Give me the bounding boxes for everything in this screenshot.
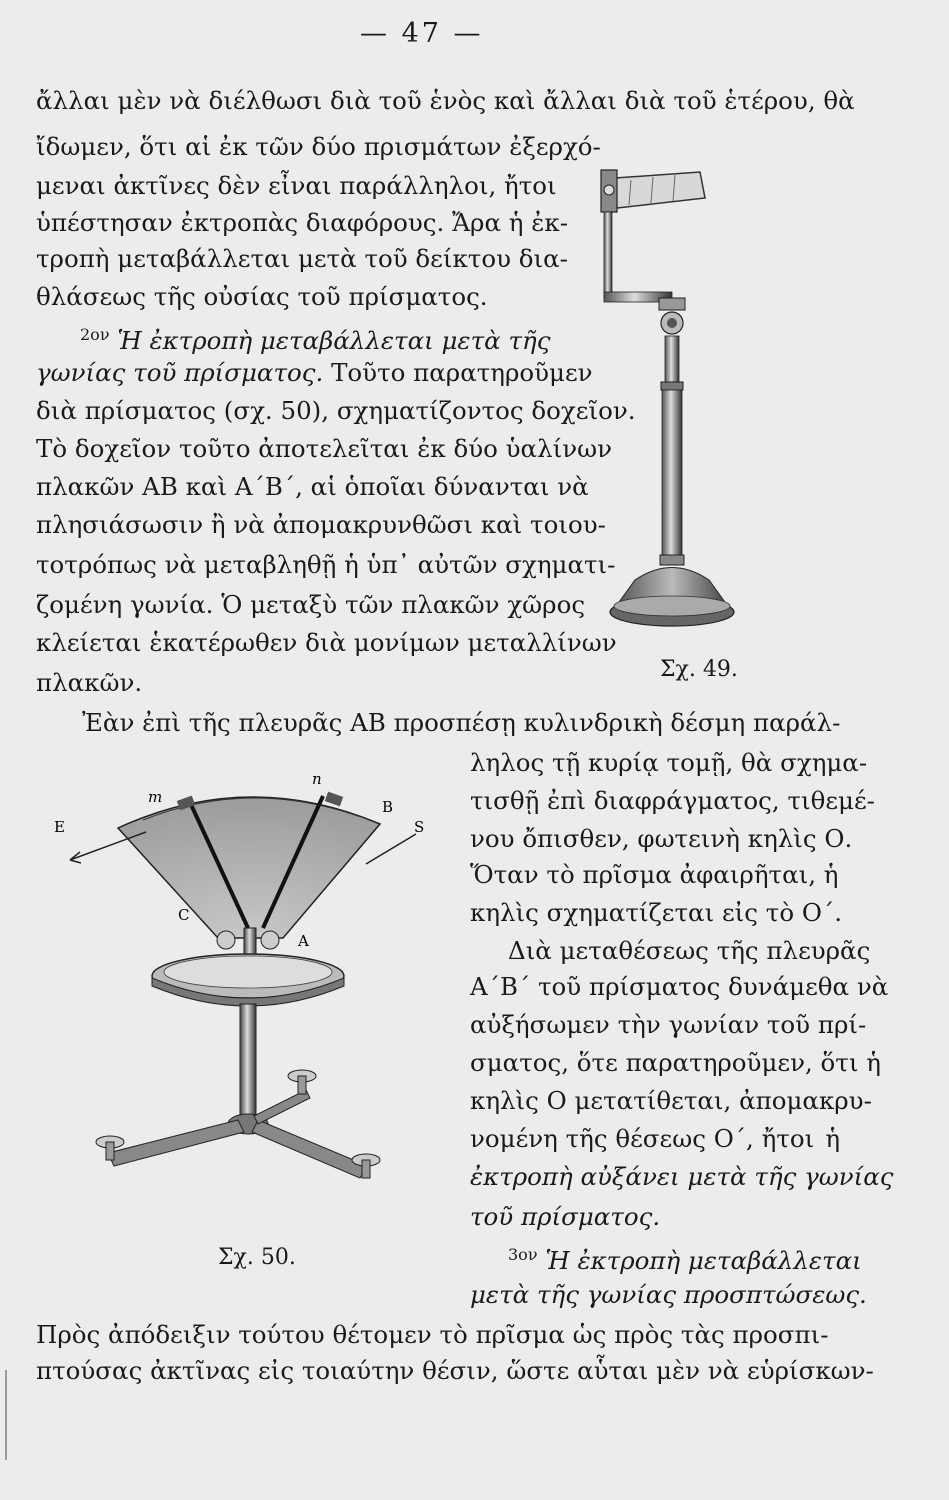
text-line: Α΄Β΄ τοῦ πρίσματος δυνάμεθα νὰ xyxy=(470,972,889,1001)
text-line: κηλὶς σχηματίζεται εἰς τὸ Ο΄. xyxy=(470,898,842,927)
figure-50-adjustable-prism xyxy=(48,768,438,1208)
text-line: θλάσεως τῆς οὐσίας τοῦ πρίσματος. xyxy=(36,282,488,311)
text-line: αὐξήσωμεν τὴν γωνίαν τοῦ πρί- xyxy=(470,1010,867,1039)
section-title: Ἡ ἐκτροπὴ μεταβάλλεται xyxy=(545,1246,862,1276)
text-line xyxy=(470,1124,840,1154)
text-line xyxy=(36,358,593,388)
label-c: C xyxy=(178,906,190,924)
section-number: 3ον xyxy=(508,1245,538,1264)
label-e: E xyxy=(54,818,65,836)
figure-50-caption: Σχ. 50. xyxy=(218,1245,296,1270)
text-line: Πρὸς ἀπόδειξιν τούτου θέτομεν τὸ πρῖσμα ὡς πρὸς τὰς προσπι- xyxy=(36,1320,829,1349)
page-edge-mark xyxy=(5,1370,7,1460)
text-line: ἄλλαι μὲν νὰ διέλθωσι διὰ τοῦ ἑνὸς καὶ ἄλλαι διὰ τοῦ ἑτέρου, θὰ xyxy=(36,86,855,115)
section-title: Ἡ ἐκτροπὴ μεταβάλλεται μετὰ τῆς xyxy=(117,326,551,356)
text-line: διὰ πρίσματος (σχ. 50), σχηματίζοντος δοχεῖον. xyxy=(36,396,636,425)
label-m: m xyxy=(148,788,163,806)
text-line: μεναι ἀκτῖνες δὲν εἶναι παράλληλοι, ἤτοι xyxy=(36,171,557,200)
figure-49-caption: Σχ. 49. xyxy=(660,657,738,682)
text-line: μετὰ τῆς γωνίας προσπτώσεως. xyxy=(470,1280,867,1309)
label-b: B xyxy=(382,798,394,816)
text-line: τοῦ πρίσματος. xyxy=(470,1202,661,1231)
label-s: S xyxy=(414,818,425,836)
text-line: τισθῇ ἐπὶ διαφράγματος, τιθεμέ- xyxy=(470,786,875,815)
text-line: Ἐὰν ἐπὶ τῆς πλευρᾶς ΑΒ προσπέσῃ κυλινδρικὴ δέσμη παράλ- xyxy=(82,708,841,737)
figure-49-prism-stand xyxy=(575,150,770,645)
text-line: Ὅταν τὸ πρῖσμα ἀφαιρῆται, ἡ xyxy=(470,860,839,889)
text-line: ἴδωμεν, ὅτι αἱ ἐκ τῶν δύο πρισμάτων ἐξερχό- xyxy=(36,132,601,161)
text-line: πλακῶν. xyxy=(36,668,143,697)
text-line: πλακῶν ΑΒ καὶ Α΄Β΄, αἱ ὁποῖαι δύνανται νὰ xyxy=(36,472,589,501)
text-line: κλείεται ἑκατέρωθεν διὰ μονίμων μεταλλίνων xyxy=(36,628,617,657)
text-line: τοτρόπως νὰ μεταβληθῇ ἡ ὑπ᾽ αὐτῶν σχηματι- xyxy=(36,550,616,579)
text-line: ζομένη γωνία. Ὁ μεταξὺ τῶν πλακῶν χῶρος xyxy=(36,590,586,619)
text-line: ὑπέστησαν ἐκτροπὰς διαφόρους. Ἄρα ἡ ἐκ- xyxy=(36,208,568,237)
text-segment: νομένη τῆς θέσεως Ο΄, ἤτοι xyxy=(470,1124,815,1153)
section-number: 2ον xyxy=(80,325,110,344)
text-line: ἐκτροπὴ αὐξάνει μετὰ τῆς γωνίας xyxy=(470,1162,894,1191)
text-line: νου ὄπισθεν, φωτεινὴ κηλὶς Ο. xyxy=(470,824,853,853)
section-heading-3 xyxy=(508,1240,862,1276)
text-line: σματος, ὅτε παρατηροῦμεν, ὅτι ἡ xyxy=(470,1048,881,1077)
label-a: A xyxy=(298,932,309,950)
text-segment: ἡ xyxy=(825,1124,840,1153)
text-line: πλησιάσωσιν ἢ νὰ ἀπομακρυνθῶσι καὶ τοιου- xyxy=(36,510,606,539)
text-line: πτούσας ἀκτῖνας εἰς τοιαύτην θέσιν, ὥστε αὗται μὲν νὰ εὑρίσκων- xyxy=(36,1356,874,1385)
text-segment: Τοῦτο παρατηροῦμεν xyxy=(331,358,593,387)
section-title-cont: γωνίας τοῦ πρίσματος. xyxy=(36,358,324,387)
text-line: Τὸ δοχεῖον τοῦτο ἀποτελεῖται ἐκ δύο ὑαλίνων xyxy=(36,434,612,463)
label-n: n xyxy=(312,770,322,788)
text-line: ληλος τῇ κυρίᾳ τομῇ, θὰ σχημα- xyxy=(470,748,868,777)
section-heading-2 xyxy=(80,320,550,356)
text-line: Διὰ μεταθέσεως τῆς πλευρᾶς xyxy=(508,936,871,965)
text-line: κηλὶς Ο μετατίθεται, ἀπομακρυ- xyxy=(470,1086,872,1115)
text-line: τροπὴ μεταβάλλεται μετὰ τοῦ δείκτου δια- xyxy=(36,244,568,273)
page-number: — 47 — xyxy=(360,18,484,49)
